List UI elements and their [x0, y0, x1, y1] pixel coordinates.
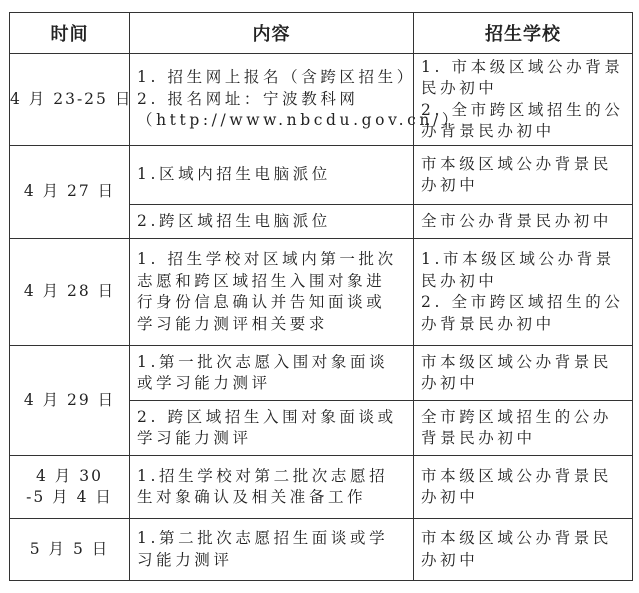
school-line: 办背景民办初中 [421, 122, 555, 140]
school-line: 市本级区域公办背景民 [421, 529, 613, 547]
content-line: 1. 招生学校对区域内第一批次 [137, 250, 397, 268]
content-line: 2. 跨区域招生入围对象面谈或 [137, 407, 397, 426]
date-cell [10, 146, 130, 239]
content-line: 习能力测评 [137, 550, 233, 569]
content-line: 行身份信息确认并告知面谈或 [137, 293, 386, 311]
school-line: 全市公办背景民办初中 [421, 211, 613, 230]
school-line: 办背景民办初中 [421, 314, 555, 333]
school-line: 2. 全市跨区域招生的公 [421, 293, 624, 311]
school-line: 民办初中 [421, 271, 498, 290]
school-cell [414, 519, 633, 581]
header-content: 内容 [130, 13, 414, 54]
school-line: 1.市本级区域公办背景 [421, 250, 615, 268]
header-school: 招生学校 [414, 13, 633, 54]
school-cell [414, 401, 633, 456]
school-line: 市本级区域公办背景民 [421, 154, 613, 173]
date-line: 4 月 28 日 [23, 282, 116, 301]
date-cell [10, 54, 133, 146]
content-line: 1. 招生网上报名（含跨区招生） [137, 68, 416, 87]
school-line: 全市跨区域招生的公办 [421, 407, 613, 426]
school-cell [414, 205, 633, 239]
date-line: 4 月 23-25 日 [10, 89, 133, 108]
school-line: 市本级区域公办背景民 [421, 466, 613, 485]
school-cell [414, 54, 633, 146]
table-row [10, 346, 633, 401]
content-line: 1.区域内招生电脑派位 [137, 165, 331, 184]
date-line: 5 月 5 日 [29, 539, 110, 558]
content-line: 1.第二批次志愿招生面谈或学 [137, 529, 389, 547]
content-cell [130, 205, 414, 239]
school-line: 办初中 [421, 550, 479, 569]
content-cell [130, 519, 414, 581]
school-cell [414, 346, 633, 401]
school-cell [414, 146, 633, 205]
content-line: 1.招生学校对第二批次志愿招 [137, 466, 389, 485]
table-row [10, 146, 633, 205]
content-line: 或学习能力测评 [137, 374, 271, 392]
school-cell [414, 456, 633, 519]
table-row [10, 456, 633, 519]
header-time: 时间 [10, 13, 130, 54]
content-line: 2.跨区域招生电脑派位 [137, 211, 331, 230]
content-cell [130, 346, 414, 401]
table-row [10, 54, 633, 146]
content-cell [130, 401, 414, 456]
content-line: 学习能力测评相关要求 [137, 314, 329, 333]
content-line: （http://www.nbcdu.gov.cn/） [137, 111, 461, 130]
school-cell [414, 239, 633, 346]
header-row [10, 13, 633, 54]
date-line: 4 月 29 日 [23, 390, 116, 409]
content-cell [130, 456, 414, 519]
school-line: 办初中 [421, 374, 479, 392]
content-cell [130, 146, 414, 205]
content-line: 志愿和跨区域招生入围对象进 [137, 271, 386, 290]
date-cell [10, 346, 130, 456]
school-line: 1. 市本级区域公办背景 [421, 57, 624, 76]
school-line: 背景民办初中 [421, 429, 536, 447]
table-row [10, 239, 633, 346]
date-cell [10, 456, 130, 519]
school-line: 民办初中 [421, 79, 498, 97]
school-line: 办初中 [421, 176, 479, 194]
school-line: 2. 全市跨区域招生的公 [421, 100, 624, 119]
date-line: -5 月 4 日 [26, 488, 113, 506]
content-cell [130, 239, 414, 346]
content-line: 学习能力测评 [137, 429, 252, 447]
date-line: 4 月 30 [36, 466, 103, 485]
content-line: 生对象确认及相关准备工作 [137, 488, 367, 506]
table-row [10, 519, 633, 581]
content-line: 1.第一批次志愿入围对象面谈 [137, 352, 389, 371]
school-line: 办初中 [421, 488, 479, 506]
content-line: 2. 报名网址：宁波教科网 [137, 89, 359, 108]
date-cell [10, 519, 130, 581]
date-line: 4 月 27 日 [23, 182, 116, 201]
school-line: 市本级区域公办背景民 [421, 352, 613, 371]
enrollment-schedule-table [9, 12, 633, 581]
date-cell [10, 239, 130, 346]
